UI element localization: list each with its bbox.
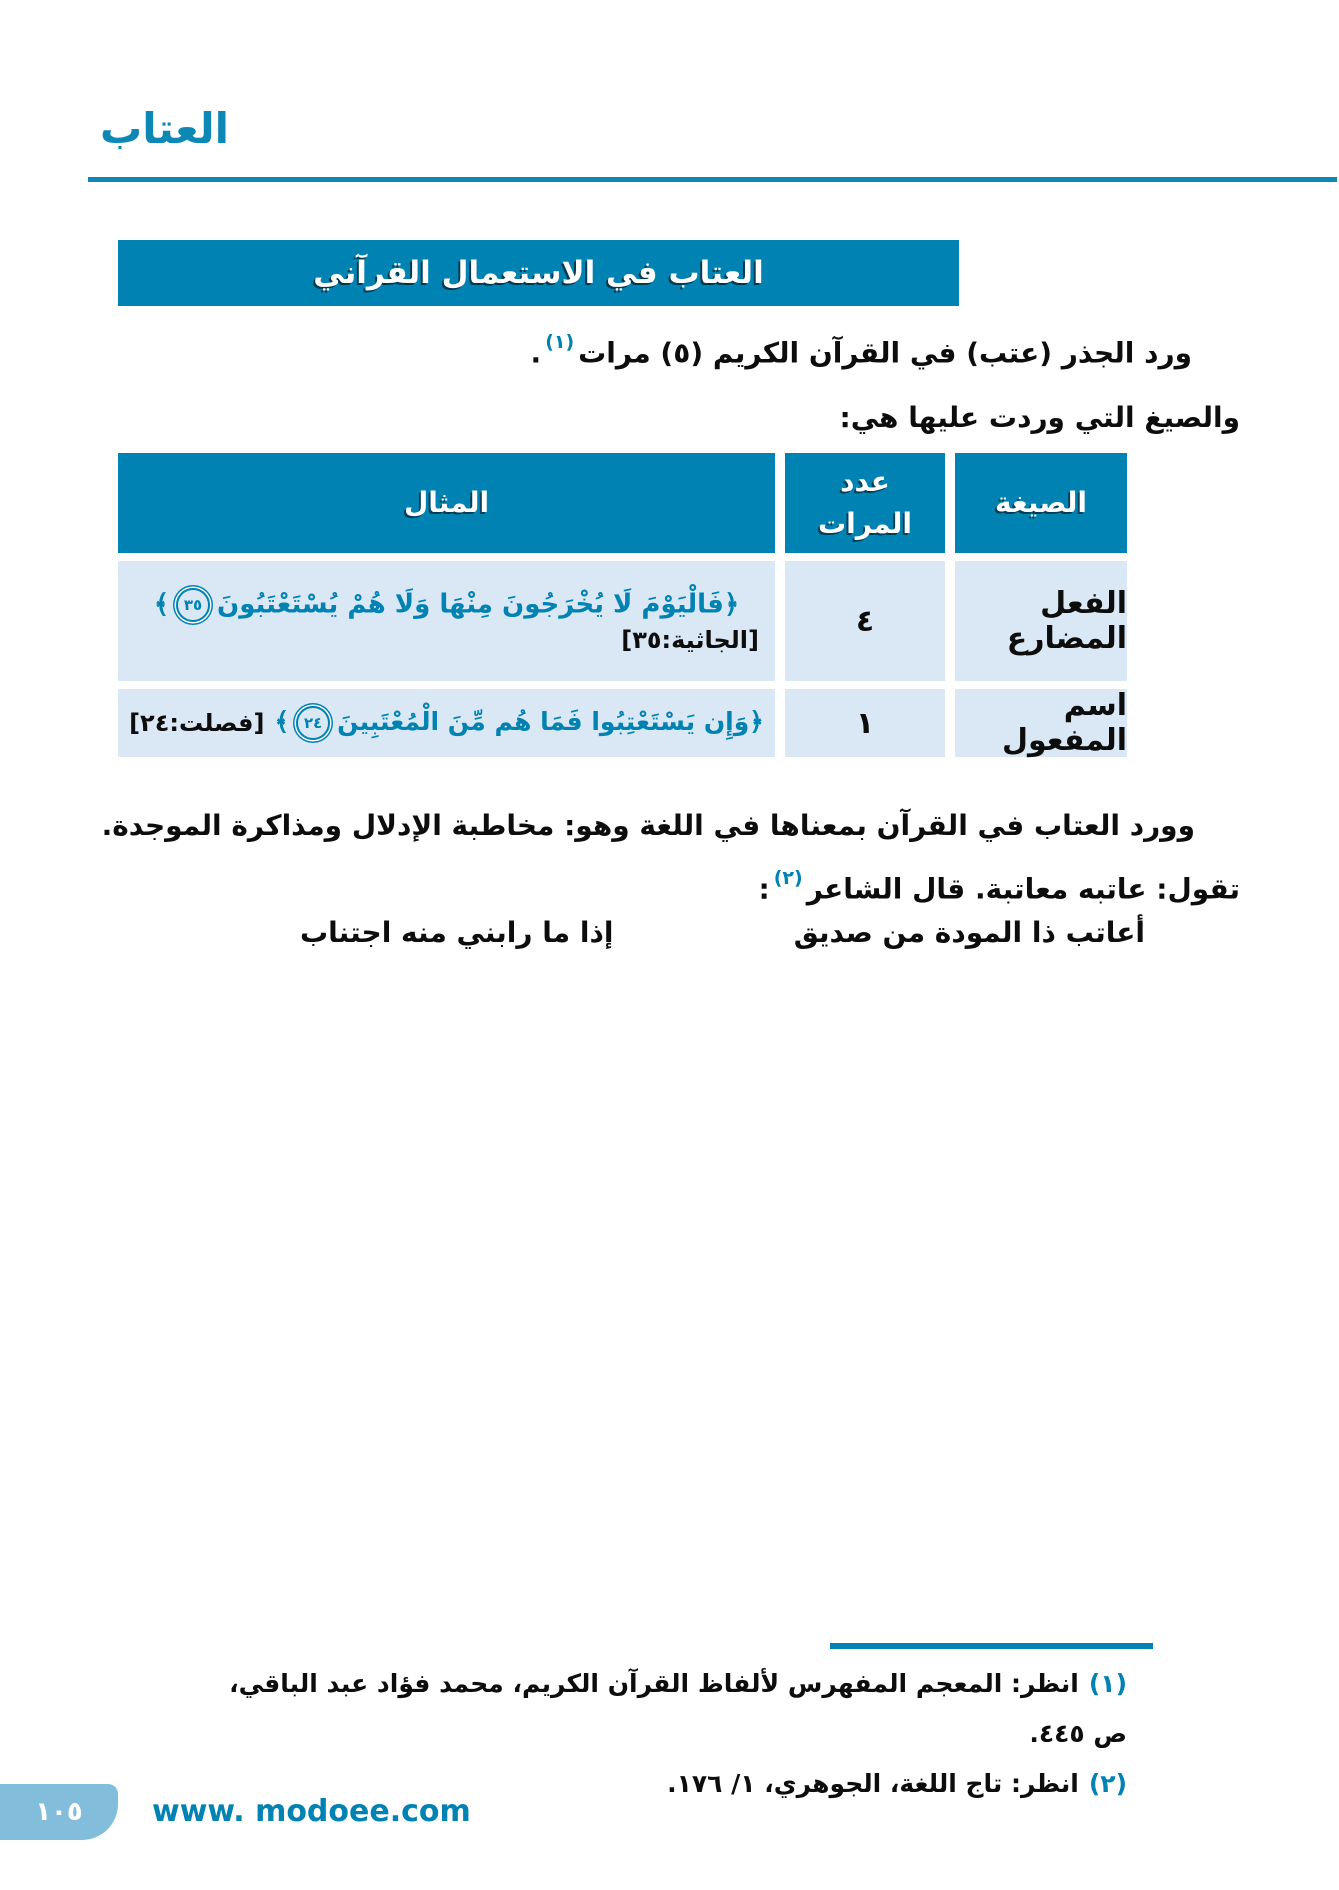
table-cell-count-row2: ١: [785, 689, 945, 757]
intro-line1-period: .: [530, 336, 542, 370]
section-banner-title: العتاب في الاستعمال القرآني: [313, 255, 764, 291]
quran-verse-2: [274, 706, 763, 740]
col-header-count-line1: عدد: [840, 465, 890, 498]
poetry-second-hemistich: إذا ما رابني منه اجتناب: [300, 916, 614, 949]
footnote-1-marker: (١): [1088, 1669, 1127, 1698]
page-number: ١٠٥: [35, 1797, 83, 1827]
aya-number-badge-2: ٢٤: [296, 706, 330, 740]
body-paragraph-line2-text: تقول: عاتبه معاتبة. قال الشاعر: [806, 872, 1240, 906]
verse-citation-1: [الجاثية:٣٥]: [621, 626, 759, 654]
footnote-ref-1: (١): [545, 331, 575, 353]
website-url: www. modoee.com: [152, 1794, 471, 1829]
table-cell-form-row2: اسم المفعول: [955, 689, 1127, 757]
body-paragraph: [97, 797, 1240, 917]
aya-number-badge-1: ٣٥: [176, 588, 210, 622]
footnote-2-marker: (٢): [1088, 1769, 1127, 1798]
quran-verse-2-close: ﴾: [274, 707, 290, 736]
poetry-couplet: [300, 916, 1145, 949]
footnote-1-text: انظر: المعجم المفهرس لألفاظ القرآن الكريم، محمد فؤاد عبد الباقي، ص ٤٤٥.: [229, 1669, 1127, 1748]
header-rule: [88, 177, 1337, 182]
page-title: العتاب: [100, 104, 229, 153]
quran-verse-1-text: ﴿فَالْيَوْمَ لَا يُخْرَجُونَ مِنْهَا وَلَا هُمْ يُسْتَعْتَبُونَ: [217, 589, 740, 620]
body-paragraph-line2: [97, 854, 1240, 917]
table-cell-count-row1: ٤: [785, 561, 945, 681]
footnote-1: [227, 1659, 1127, 1759]
poetry-first-hemistich: أعاتب ذا المودة من صديق: [793, 916, 1145, 949]
table-cell-example-row2: [118, 689, 775, 757]
usage-table: [118, 453, 1127, 757]
quran-verse-1: [154, 588, 739, 622]
col-header-form: الصيغة: [955, 453, 1127, 553]
footnotes-block: [227, 1659, 1127, 1809]
page-number-tab: [0, 1784, 118, 1840]
verse-citation-2: [فصلت:٢٤]: [129, 709, 265, 737]
quran-verse-1-close: ﴾: [153, 589, 170, 620]
footnote-2-text: انظر: تاج اللغة، الجوهري، ١/ ١٧٦.: [667, 1769, 1079, 1798]
quran-verse-2-text: ﴿وَإِن يَسْتَعْتِبُوا فَمَا هُم مِّنَ الْمُعْتَبِينَ: [337, 707, 764, 736]
col-header-example: المثال: [118, 453, 775, 553]
col-header-count-line2: المرات: [817, 507, 913, 540]
col-header-count: [785, 453, 945, 553]
intro-paragraph: [95, 314, 1240, 450]
section-banner: [118, 240, 959, 306]
footnote-ref-2: (٢): [773, 867, 803, 889]
intro-line1-text: ورد الجذر (عتب) في القرآن الكريم (٥) مرات: [578, 336, 1192, 370]
body-paragraph-line1: وورد العتاب في القرآن بمعناها في اللغة وهو: مخاطبة الإدلال ومذاكرة الموجدة.: [101, 809, 1195, 842]
table-cell-example-row1: [118, 561, 775, 681]
footnote-separator: [830, 1643, 1153, 1649]
body-paragraph-line2-colon: :: [758, 872, 770, 906]
table-cell-form-row1: الفعل المضارع: [955, 561, 1127, 681]
intro-line-1: [95, 314, 1240, 385]
intro-line-2: والصيغ التي وردت عليها هي:: [839, 401, 1240, 435]
